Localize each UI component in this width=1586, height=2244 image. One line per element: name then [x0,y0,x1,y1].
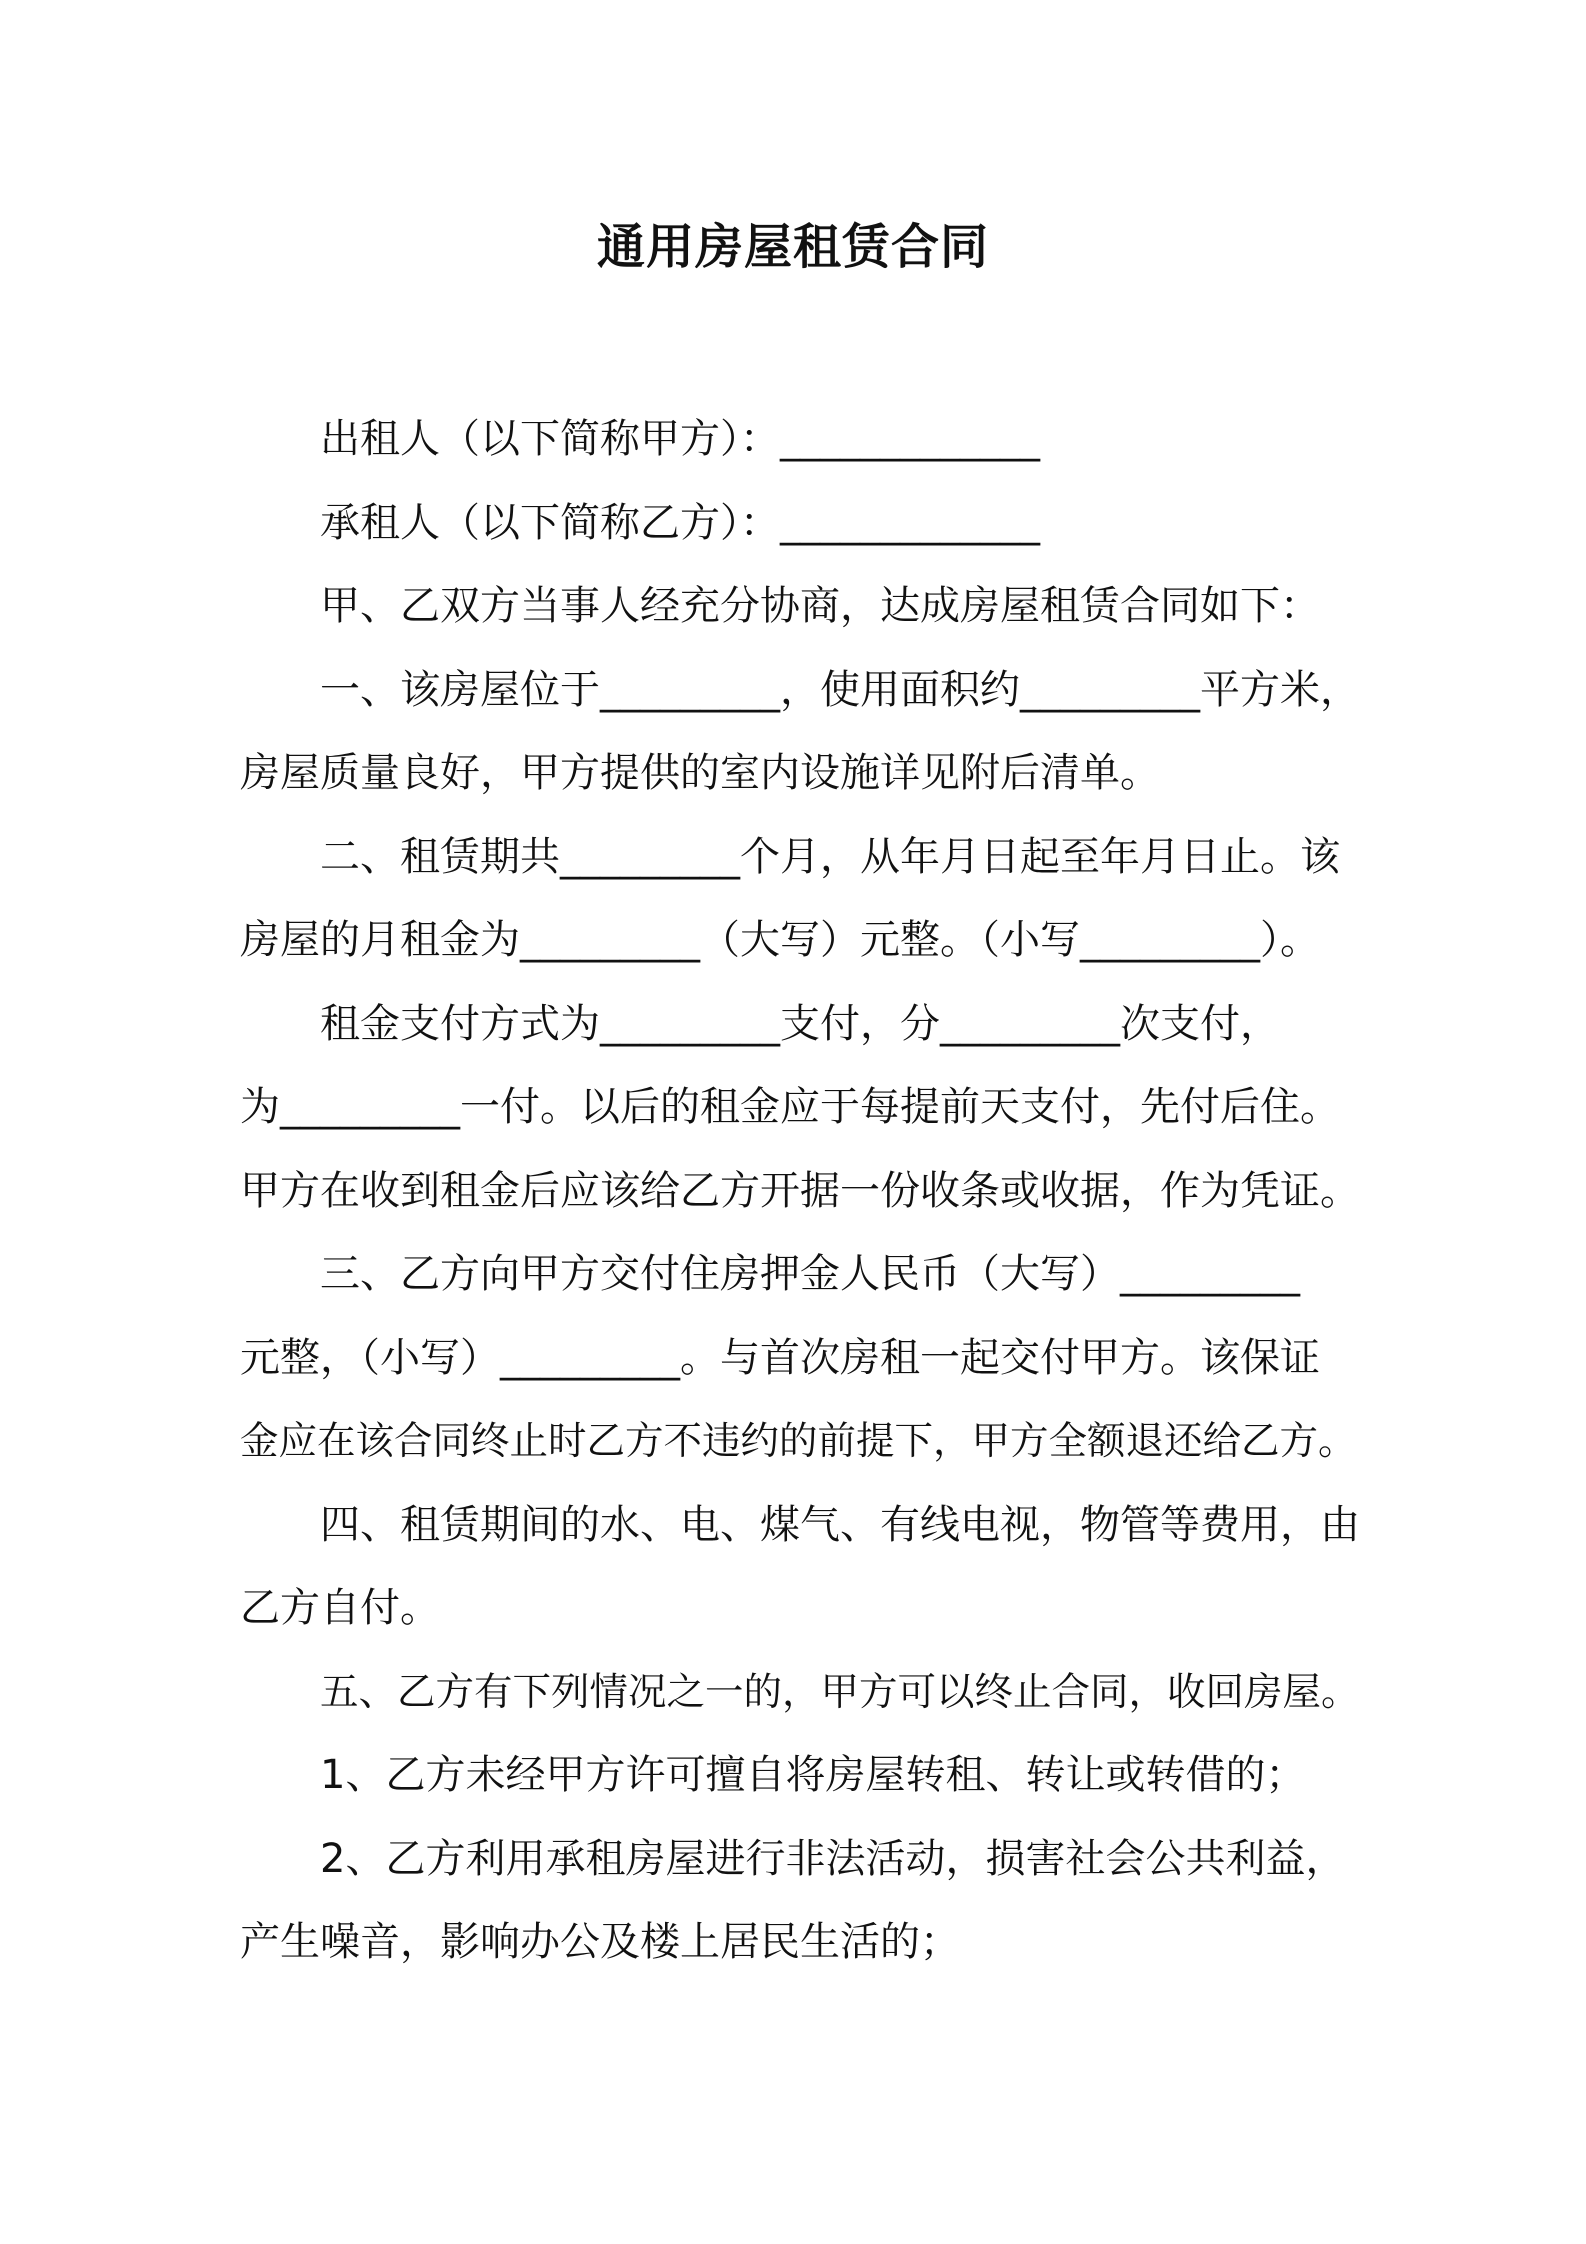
payment-line-1: 租金支付方式为_________支付，分_________次支付， [320,1000,1280,1047]
payment-line-2: 为_________一付。以后的租金应于每提前天支付，先付后住。 [240,1084,1340,1130]
contract-body [240,398,1360,1985]
clause-2-line-2: 房屋的月租金为_________（大写）元整。（小写_________）。 [240,917,1320,963]
clause-5-item-2-line-2: 产生噪音，影响办公及楼上居民生活的； [240,1919,960,1965]
document-title: 通用房屋租赁合同 [596,219,989,275]
payment-line-3: 甲方在收到租金后应该给乙方开据一份收条或收据，作为凭证。 [240,1167,1360,1214]
clause-3-line-3: 金应在该合同终止时乙方不违约的前提下，甲方全额退还给乙方。 [240,1419,1357,1464]
clause-1-line-1: 一、该房屋位于_________，使用面积约_________平方米， [320,666,1360,713]
agreement-intro: 甲、乙双方当事人经充分协商，达成房屋租赁合同如下： [320,583,1320,629]
clause-5-item-2-line-1: 2、乙方利用承租房屋进行非法活动，损害社会公共利益， [320,1835,1346,1882]
lessee-line: 承租人（以下简称乙方）：_____________ [320,499,1040,546]
lessor-line: 出租人（以下简称甲方）：_____________ [320,416,1040,462]
clause-3-line-1: 三、乙方向甲方交付住房押金人民币（大写）_________ [320,1251,1300,1297]
clause-3-line-2: 元整，（小写）_________。与首次房租一起交付甲方。该保证 [240,1334,1320,1381]
clause-4-line-2: 乙方自付。 [240,1585,440,1631]
clause-5-line-1: 五、乙方有下列情况之一的，甲方可以终止合同，收回房屋。 [320,1669,1360,1715]
clause-1-line-2: 房屋质量良好，甲方提供的室内设施详见附后清单。 [240,750,1160,796]
clause-2-line-1: 二、租赁期共_________个月，从年月日起至年月日止。该 [320,833,1340,880]
clause-5-item-1: 1、乙方未经甲方许可擅自将房屋转租、转让或转借的； [320,1752,1306,1798]
clause-4-line-1: 四、租赁期间的水、电、煤气、有线电视，物管等费用，由 [320,1501,1360,1548]
